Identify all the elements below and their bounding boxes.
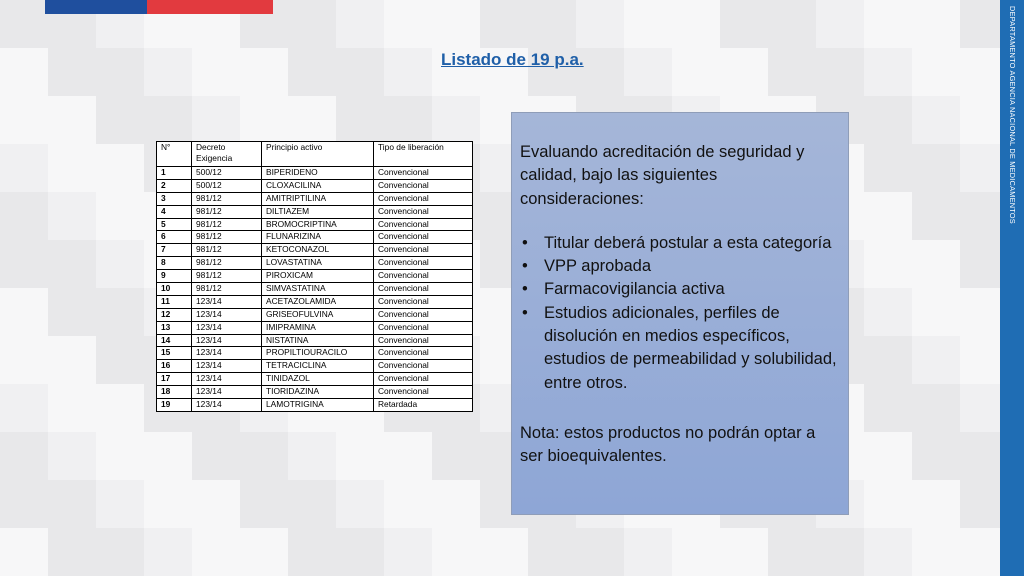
background-tile bbox=[336, 96, 384, 144]
background-tile bbox=[192, 48, 240, 96]
info-bullet: • VPP aprobada bbox=[544, 255, 840, 278]
cell-active-ingredient: FLUNARIZINA bbox=[262, 231, 374, 244]
background-tile bbox=[720, 0, 768, 48]
cell-decree: 123/14 bbox=[192, 334, 262, 347]
background-tile bbox=[576, 0, 624, 48]
background-tile bbox=[144, 432, 192, 480]
table-body bbox=[157, 167, 473, 412]
cell-number: 8 bbox=[157, 257, 192, 270]
table-row bbox=[157, 347, 473, 360]
background-tile bbox=[48, 432, 96, 480]
background-tile bbox=[192, 432, 240, 480]
background-tile bbox=[48, 96, 96, 144]
background-tile bbox=[432, 432, 480, 480]
background-tile bbox=[288, 0, 336, 48]
cell-decree: 123/14 bbox=[192, 295, 262, 308]
background-tile bbox=[864, 288, 912, 336]
cell-release-type: Convencional bbox=[374, 386, 473, 399]
background-tile bbox=[96, 336, 144, 384]
cell-release-type: Convencional bbox=[374, 308, 473, 321]
cell-decree: 981/12 bbox=[192, 192, 262, 205]
cell-active-ingredient: GRISEOFULVINA bbox=[262, 308, 374, 321]
substances-table bbox=[156, 141, 473, 412]
cell-decree: 981/12 bbox=[192, 270, 262, 283]
cell-release-type: Retardada bbox=[374, 399, 473, 412]
background-tile bbox=[432, 0, 480, 48]
cell-number: 6 bbox=[157, 231, 192, 244]
background-tile bbox=[864, 96, 912, 144]
cell-number: 12 bbox=[157, 308, 192, 321]
background-tile bbox=[864, 144, 912, 192]
background-tile bbox=[240, 528, 288, 576]
table-row bbox=[157, 179, 473, 192]
background-tile bbox=[0, 192, 48, 240]
background-tile bbox=[960, 528, 1000, 576]
cell-number: 4 bbox=[157, 205, 192, 218]
background-tile bbox=[0, 0, 48, 48]
table-row bbox=[157, 257, 473, 270]
cell-release-type: Convencional bbox=[374, 347, 473, 360]
background-tile bbox=[0, 240, 48, 288]
background-tile bbox=[0, 432, 48, 480]
background-tile bbox=[672, 0, 720, 48]
table-header-row bbox=[157, 142, 473, 167]
background-tile bbox=[864, 336, 912, 384]
cell-decree: 123/14 bbox=[192, 386, 262, 399]
background-tile bbox=[912, 528, 960, 576]
background-tile bbox=[96, 432, 144, 480]
cell-active-ingredient: DILTIAZEM bbox=[262, 205, 374, 218]
background-tile bbox=[912, 48, 960, 96]
background-tile bbox=[96, 384, 144, 432]
table-row bbox=[157, 360, 473, 373]
background-tile bbox=[624, 48, 672, 96]
table-row bbox=[157, 308, 473, 321]
cell-number: 13 bbox=[157, 321, 192, 334]
background-tile bbox=[960, 384, 1000, 432]
background-tile bbox=[96, 240, 144, 288]
cell-active-ingredient: NISTATINA bbox=[262, 334, 374, 347]
background-tile bbox=[384, 432, 432, 480]
background-tile bbox=[48, 192, 96, 240]
cell-number: 19 bbox=[157, 399, 192, 412]
info-bullets bbox=[520, 232, 840, 395]
cell-decree: 123/14 bbox=[192, 308, 262, 321]
cell-number: 3 bbox=[157, 192, 192, 205]
background-tile bbox=[912, 0, 960, 48]
cell-number: 1 bbox=[157, 167, 192, 180]
cell-decree: 123/14 bbox=[192, 373, 262, 386]
background-tile bbox=[240, 96, 288, 144]
background-tile bbox=[864, 192, 912, 240]
col-header-release-type: Tipo de liberación bbox=[374, 142, 473, 167]
background-tile bbox=[240, 48, 288, 96]
background-tile bbox=[816, 48, 864, 96]
cell-number: 2 bbox=[157, 179, 192, 192]
background-tile bbox=[192, 96, 240, 144]
cell-active-ingredient: LAMOTRIGINA bbox=[262, 399, 374, 412]
background-tile bbox=[816, 0, 864, 48]
cell-number: 16 bbox=[157, 360, 192, 373]
cell-release-type: Convencional bbox=[374, 360, 473, 373]
background-tile bbox=[816, 528, 864, 576]
background-tile bbox=[384, 48, 432, 96]
background-tile bbox=[0, 48, 48, 96]
cell-number: 14 bbox=[157, 334, 192, 347]
table-row bbox=[157, 283, 473, 296]
background-tile bbox=[912, 384, 960, 432]
background-tile bbox=[192, 528, 240, 576]
background-tile bbox=[864, 432, 912, 480]
background-tile bbox=[48, 144, 96, 192]
table-row bbox=[157, 270, 473, 283]
cell-decree: 500/12 bbox=[192, 167, 262, 180]
background-tile bbox=[384, 0, 432, 48]
background-tile bbox=[960, 0, 1000, 48]
background-tile bbox=[960, 144, 1000, 192]
cell-decree: 981/12 bbox=[192, 283, 262, 296]
background-tile bbox=[96, 144, 144, 192]
background-tile bbox=[528, 0, 576, 48]
background-tile bbox=[192, 480, 240, 528]
table-row bbox=[157, 399, 473, 412]
background-tile bbox=[768, 48, 816, 96]
background-tile bbox=[0, 384, 48, 432]
info-box bbox=[511, 112, 849, 515]
cell-decree: 981/12 bbox=[192, 205, 262, 218]
table-row bbox=[157, 386, 473, 399]
background-tile bbox=[384, 528, 432, 576]
info-bullet: • Estudios adicionales, perfiles de disolución en medios específicos, estudios de permeabilidad y solubilidad, entre otros. bbox=[544, 302, 840, 395]
background-tile bbox=[864, 384, 912, 432]
cell-release-type: Convencional bbox=[374, 205, 473, 218]
background-tile bbox=[288, 528, 336, 576]
col-header-active-ingredient: Principio activo bbox=[262, 142, 374, 167]
background-tile bbox=[864, 0, 912, 48]
background-tile bbox=[96, 480, 144, 528]
table-row bbox=[157, 334, 473, 347]
cell-release-type: Convencional bbox=[374, 244, 473, 257]
background-tile bbox=[960, 48, 1000, 96]
background-tile bbox=[528, 528, 576, 576]
cell-release-type: Convencional bbox=[374, 295, 473, 308]
cell-release-type: Convencional bbox=[374, 270, 473, 283]
background-tile bbox=[336, 432, 384, 480]
background-tile bbox=[864, 528, 912, 576]
cell-active-ingredient: ACETAZOLAMIDA bbox=[262, 295, 374, 308]
table-row bbox=[157, 321, 473, 334]
background-tile bbox=[432, 528, 480, 576]
background-tile bbox=[336, 480, 384, 528]
background-tile bbox=[0, 288, 48, 336]
background-tile bbox=[288, 96, 336, 144]
background-tile bbox=[720, 48, 768, 96]
info-intro: Evaluando acreditación de seguridad y calidad, bajo las siguientes consideraciones: bbox=[520, 143, 805, 208]
background-tile bbox=[720, 528, 768, 576]
cell-active-ingredient: KETOCONAZOL bbox=[262, 244, 374, 257]
cell-number: 17 bbox=[157, 373, 192, 386]
background-tile bbox=[48, 528, 96, 576]
col-header-decree: Decreto Exigencia bbox=[192, 142, 262, 167]
background-tile bbox=[432, 96, 480, 144]
background-tile bbox=[96, 48, 144, 96]
background-tile bbox=[384, 96, 432, 144]
table-row bbox=[157, 231, 473, 244]
cell-release-type: Convencional bbox=[374, 334, 473, 347]
cell-decree: 123/14 bbox=[192, 347, 262, 360]
background-tile bbox=[288, 48, 336, 96]
background-tile bbox=[576, 528, 624, 576]
background-tile bbox=[960, 240, 1000, 288]
cell-number: 9 bbox=[157, 270, 192, 283]
background-tile bbox=[960, 192, 1000, 240]
cell-active-ingredient: CLOXACILINA bbox=[262, 179, 374, 192]
background-tile bbox=[96, 192, 144, 240]
cell-release-type: Convencional bbox=[374, 231, 473, 244]
cell-release-type: Convencional bbox=[374, 218, 473, 231]
background-tile bbox=[480, 528, 528, 576]
background-tile bbox=[0, 528, 48, 576]
cell-number: 11 bbox=[157, 295, 192, 308]
cell-number: 18 bbox=[157, 386, 192, 399]
background-tile bbox=[0, 96, 48, 144]
cell-active-ingredient: BROMOCRIPTINA bbox=[262, 218, 374, 231]
table-row bbox=[157, 205, 473, 218]
cell-number: 10 bbox=[157, 283, 192, 296]
background-tile bbox=[48, 48, 96, 96]
background-tile bbox=[960, 336, 1000, 384]
background-tile bbox=[0, 144, 48, 192]
cell-release-type: Convencional bbox=[374, 179, 473, 192]
table-row bbox=[157, 218, 473, 231]
cell-active-ingredient: IMIPRAMINA bbox=[262, 321, 374, 334]
background-tile bbox=[240, 432, 288, 480]
cell-active-ingredient: AMITRIPTILINA bbox=[262, 192, 374, 205]
cell-active-ingredient: PROPILTIOURACILO bbox=[262, 347, 374, 360]
background-tile bbox=[336, 48, 384, 96]
cell-decree: 981/12 bbox=[192, 218, 262, 231]
background-tile bbox=[672, 48, 720, 96]
background-tile bbox=[48, 336, 96, 384]
cell-active-ingredient: TINIDAZOL bbox=[262, 373, 374, 386]
cell-decree: 500/12 bbox=[192, 179, 262, 192]
cell-number: 15 bbox=[157, 347, 192, 360]
table-row bbox=[157, 167, 473, 180]
background-tile bbox=[144, 528, 192, 576]
cell-release-type: Convencional bbox=[374, 373, 473, 386]
table-row bbox=[157, 295, 473, 308]
background-tile bbox=[960, 480, 1000, 528]
table-row bbox=[157, 373, 473, 386]
table-row bbox=[157, 244, 473, 257]
background-tile bbox=[480, 0, 528, 48]
info-bullet: • Farmacovigilancia activa bbox=[544, 278, 840, 301]
background-tile bbox=[864, 240, 912, 288]
flag-bar-red bbox=[147, 0, 273, 14]
background-tile bbox=[960, 96, 1000, 144]
info-bullet: • Titular deberá postular a esta categoría bbox=[544, 232, 840, 255]
cell-release-type: Convencional bbox=[374, 257, 473, 270]
background-tile bbox=[336, 0, 384, 48]
table-row bbox=[157, 192, 473, 205]
background-tile bbox=[768, 528, 816, 576]
background-tile bbox=[96, 288, 144, 336]
cell-number: 5 bbox=[157, 218, 192, 231]
cell-decree: 123/14 bbox=[192, 399, 262, 412]
side-label: DEPARTAMENTO AGENCIA NACIONAL DE MEDICAMENTOS bbox=[1008, 6, 1017, 224]
background-tile bbox=[912, 240, 960, 288]
cell-decree: 981/12 bbox=[192, 257, 262, 270]
background-tile bbox=[144, 96, 192, 144]
cell-decree: 123/14 bbox=[192, 360, 262, 373]
background-tile bbox=[288, 432, 336, 480]
cell-release-type: Convencional bbox=[374, 321, 473, 334]
cell-active-ingredient: TETRACICLINA bbox=[262, 360, 374, 373]
background-tile bbox=[144, 48, 192, 96]
cell-release-type: Convencional bbox=[374, 192, 473, 205]
background-tile bbox=[48, 240, 96, 288]
background-tile bbox=[384, 480, 432, 528]
background-tile bbox=[48, 384, 96, 432]
background-tile bbox=[912, 288, 960, 336]
cell-release-type: Convencional bbox=[374, 167, 473, 180]
cell-active-ingredient: SIMVASTATINA bbox=[262, 283, 374, 296]
background-tile bbox=[0, 480, 48, 528]
cell-active-ingredient: LOVASTATINA bbox=[262, 257, 374, 270]
background-tile bbox=[288, 480, 336, 528]
flag-bar-blue bbox=[45, 0, 147, 14]
background-tile bbox=[960, 432, 1000, 480]
cell-decree: 981/12 bbox=[192, 244, 262, 257]
background-tile bbox=[912, 336, 960, 384]
background-tile bbox=[864, 480, 912, 528]
cell-decree: 981/12 bbox=[192, 231, 262, 244]
background-tile bbox=[624, 528, 672, 576]
background-tile bbox=[912, 96, 960, 144]
background-tile bbox=[864, 48, 912, 96]
cell-number: 7 bbox=[157, 244, 192, 257]
background-tile bbox=[336, 528, 384, 576]
background-tile bbox=[0, 336, 48, 384]
background-tile bbox=[624, 0, 672, 48]
background-tile bbox=[960, 288, 1000, 336]
background-tile bbox=[96, 96, 144, 144]
col-header-number: N° bbox=[157, 142, 192, 167]
background-tile bbox=[912, 432, 960, 480]
page-title: Listado de 19 p.a. bbox=[441, 50, 584, 69]
cell-decree: 123/14 bbox=[192, 321, 262, 334]
background-tile bbox=[96, 528, 144, 576]
background-tile bbox=[432, 480, 480, 528]
background-tile bbox=[912, 192, 960, 240]
background-tile bbox=[912, 480, 960, 528]
cell-active-ingredient: BIPERIDENO bbox=[262, 167, 374, 180]
background-tile bbox=[48, 480, 96, 528]
cell-active-ingredient: PIROXICAM bbox=[262, 270, 374, 283]
cell-active-ingredient: TIORIDAZINA bbox=[262, 386, 374, 399]
background-tile bbox=[912, 144, 960, 192]
background-tile bbox=[768, 0, 816, 48]
info-note: Nota: estos productos no podrán optar a ser bioequivalentes. bbox=[520, 423, 816, 466]
background-tile bbox=[144, 480, 192, 528]
background-tile bbox=[672, 528, 720, 576]
background-tile bbox=[48, 288, 96, 336]
cell-release-type: Convencional bbox=[374, 283, 473, 296]
background-tile bbox=[240, 480, 288, 528]
